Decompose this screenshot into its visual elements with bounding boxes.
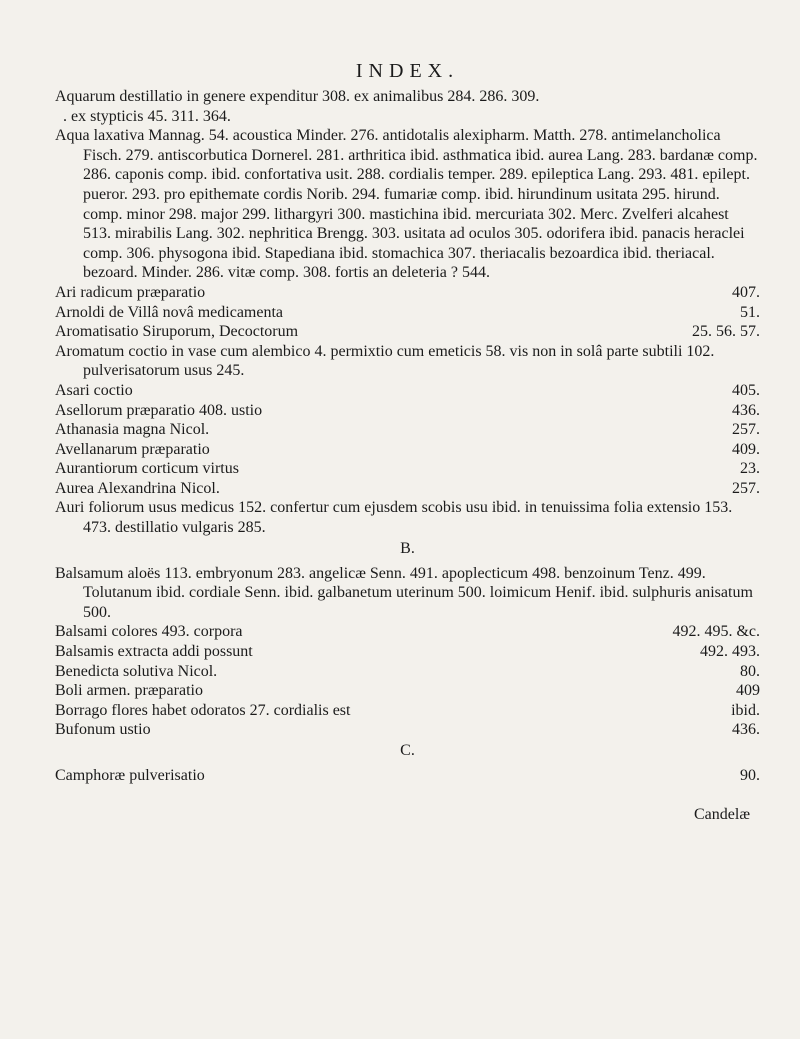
entry-text: Avellanarum præparatio	[55, 440, 210, 458]
entry-text: Aurea Alexandrina Nicol.	[55, 479, 220, 497]
page-ref: ibid.	[731, 701, 760, 719]
entry-text: Camphoræ pulverisatio	[55, 767, 205, 784]
page-ref: 436.	[732, 401, 760, 419]
entry-text: Balsamis extracta addi possunt	[55, 643, 253, 661]
page-ref: 492. 495. &c.	[672, 623, 760, 641]
entry-text: Boli armen. præparatio	[55, 682, 203, 700]
index-row	[55, 401, 760, 421]
page-ref: 436.	[732, 721, 760, 739]
index-row	[55, 303, 760, 323]
entry-text: Aurantiorum corticum virtus	[55, 460, 239, 478]
index-page	[55, 60, 760, 824]
index-entry-aromatum: Aromatum coctio in vase cum alembico 4. permixtio cum emeticis 58. vis non in solâ parte subtili 102. pulverisatorum usus 245.	[55, 342, 715, 380]
page-ref: 80.	[740, 662, 760, 680]
catchword-line	[55, 806, 760, 824]
page-ref: 405.	[732, 381, 760, 399]
index-row	[55, 283, 760, 303]
index-entry-balsamum: Balsamum aloës 113. embryonum 283. angelicæ Senn. 491. apoplecticum 498. benzoinum Tenz. 499. Tolutanum ibid. cordiale Senn. ibid. galbanetum uterinum 500. loimicum Henif. ibid. sulphuris anisatum 500.	[55, 564, 753, 621]
index-entry-stypticis: . ex stypticis 45. 311. 364.	[63, 107, 231, 125]
index-row	[55, 479, 760, 499]
entry-text: Balsami colores 493. corpora	[55, 623, 243, 641]
index-row	[55, 701, 760, 721]
index-row	[55, 681, 760, 701]
index-row	[55, 322, 760, 342]
page-ref: 23.	[740, 460, 760, 478]
entry-text: Asellorum præparatio 408. ustio	[55, 401, 263, 419]
page-ref: 409	[736, 682, 760, 700]
entry-text: Aromatisatio Siruporum, Decoctorum	[55, 323, 299, 341]
index-row	[55, 642, 760, 662]
page-ref: 492. 493.	[700, 643, 760, 661]
index-row	[55, 766, 760, 786]
catchword: Candelæ	[694, 805, 750, 823]
entry-text: Bufonum ustio	[55, 721, 151, 739]
index-row	[55, 720, 760, 740]
index-entry-aqua: Aqua laxativa Mannag. 54. acoustica Minder. 276. antidotalis alexipharm. Matth. 278. antimelancholica Fisch. 279. antiscorbutica Dornerel. 281. arthritica ibid. asthmatica ibid. aurea Lang. 283. bardanæ comp. 286. caponis comp. ibid. confortativa usit. 288. cordialis temper. 289. epileptica Lang. 293. 481. epilept. pueror. 293. pro epithemate cordis Norib. 294. fumariæ comp. ibid. hirundinum usitata 295. hirund. comp. minor 298. major 299. lithargyri 300. mastichina ibid. mercuriata 302. Merc. Zvelferi alcahest 513. mirabilis Lang. 302. nephritica Brengg. 303. usitata ad oculos 305. odorifera ibid. panacis heraclei comp. 306. physogona ibid. Stapediana ibid. stomachica 307. theriacalis bezoardica ibid. theriacal. bezoard. Minder. 286. vitæ comp. 308. fortis an deleteria ? 544.	[55, 127, 758, 282]
entry-text: Arnoldi de Villâ novâ medicamenta	[55, 303, 284, 321]
entry-text: Benedicta solutiva Nicol.	[55, 662, 218, 680]
index-row	[55, 381, 760, 401]
page-header: INDEX.	[355, 60, 460, 82]
page-ref: 51.	[740, 303, 760, 321]
page-ref: 257.	[732, 421, 760, 439]
entry-text: Asari coctio	[55, 381, 133, 399]
page-ref: 257.	[732, 479, 760, 497]
entry-text: Athanasia magna Nicol.	[55, 421, 210, 439]
entry-text: Ari radicum præparatio	[55, 283, 206, 301]
page-ref: 90.	[740, 767, 760, 784]
section-letter-b: B.	[400, 539, 415, 557]
section-letter-c: C.	[400, 742, 415, 759]
page-ref: 409.	[732, 440, 760, 458]
index-entry-auri: Auri foliorum usus medicus 152. confertur cum ejusdem scobis usu ibid. in tenuissima folia extensio 153. 473. destillatio vulgaris 285.	[55, 499, 733, 537]
entry-text: Borrago flores habet odoratos 27. cordialis est	[55, 701, 351, 719]
index-row	[55, 622, 760, 642]
index-row	[55, 440, 760, 460]
index-row	[55, 662, 760, 682]
page-ref: 407.	[732, 283, 760, 301]
index-entry-aquarum: Aquarum destillatio in genere expenditur 308. ex animalibus 284. 286. 309.	[55, 88, 540, 105]
index-row	[55, 420, 760, 440]
index-row	[55, 459, 760, 479]
page-ref: 25. 56. 57.	[692, 323, 760, 341]
